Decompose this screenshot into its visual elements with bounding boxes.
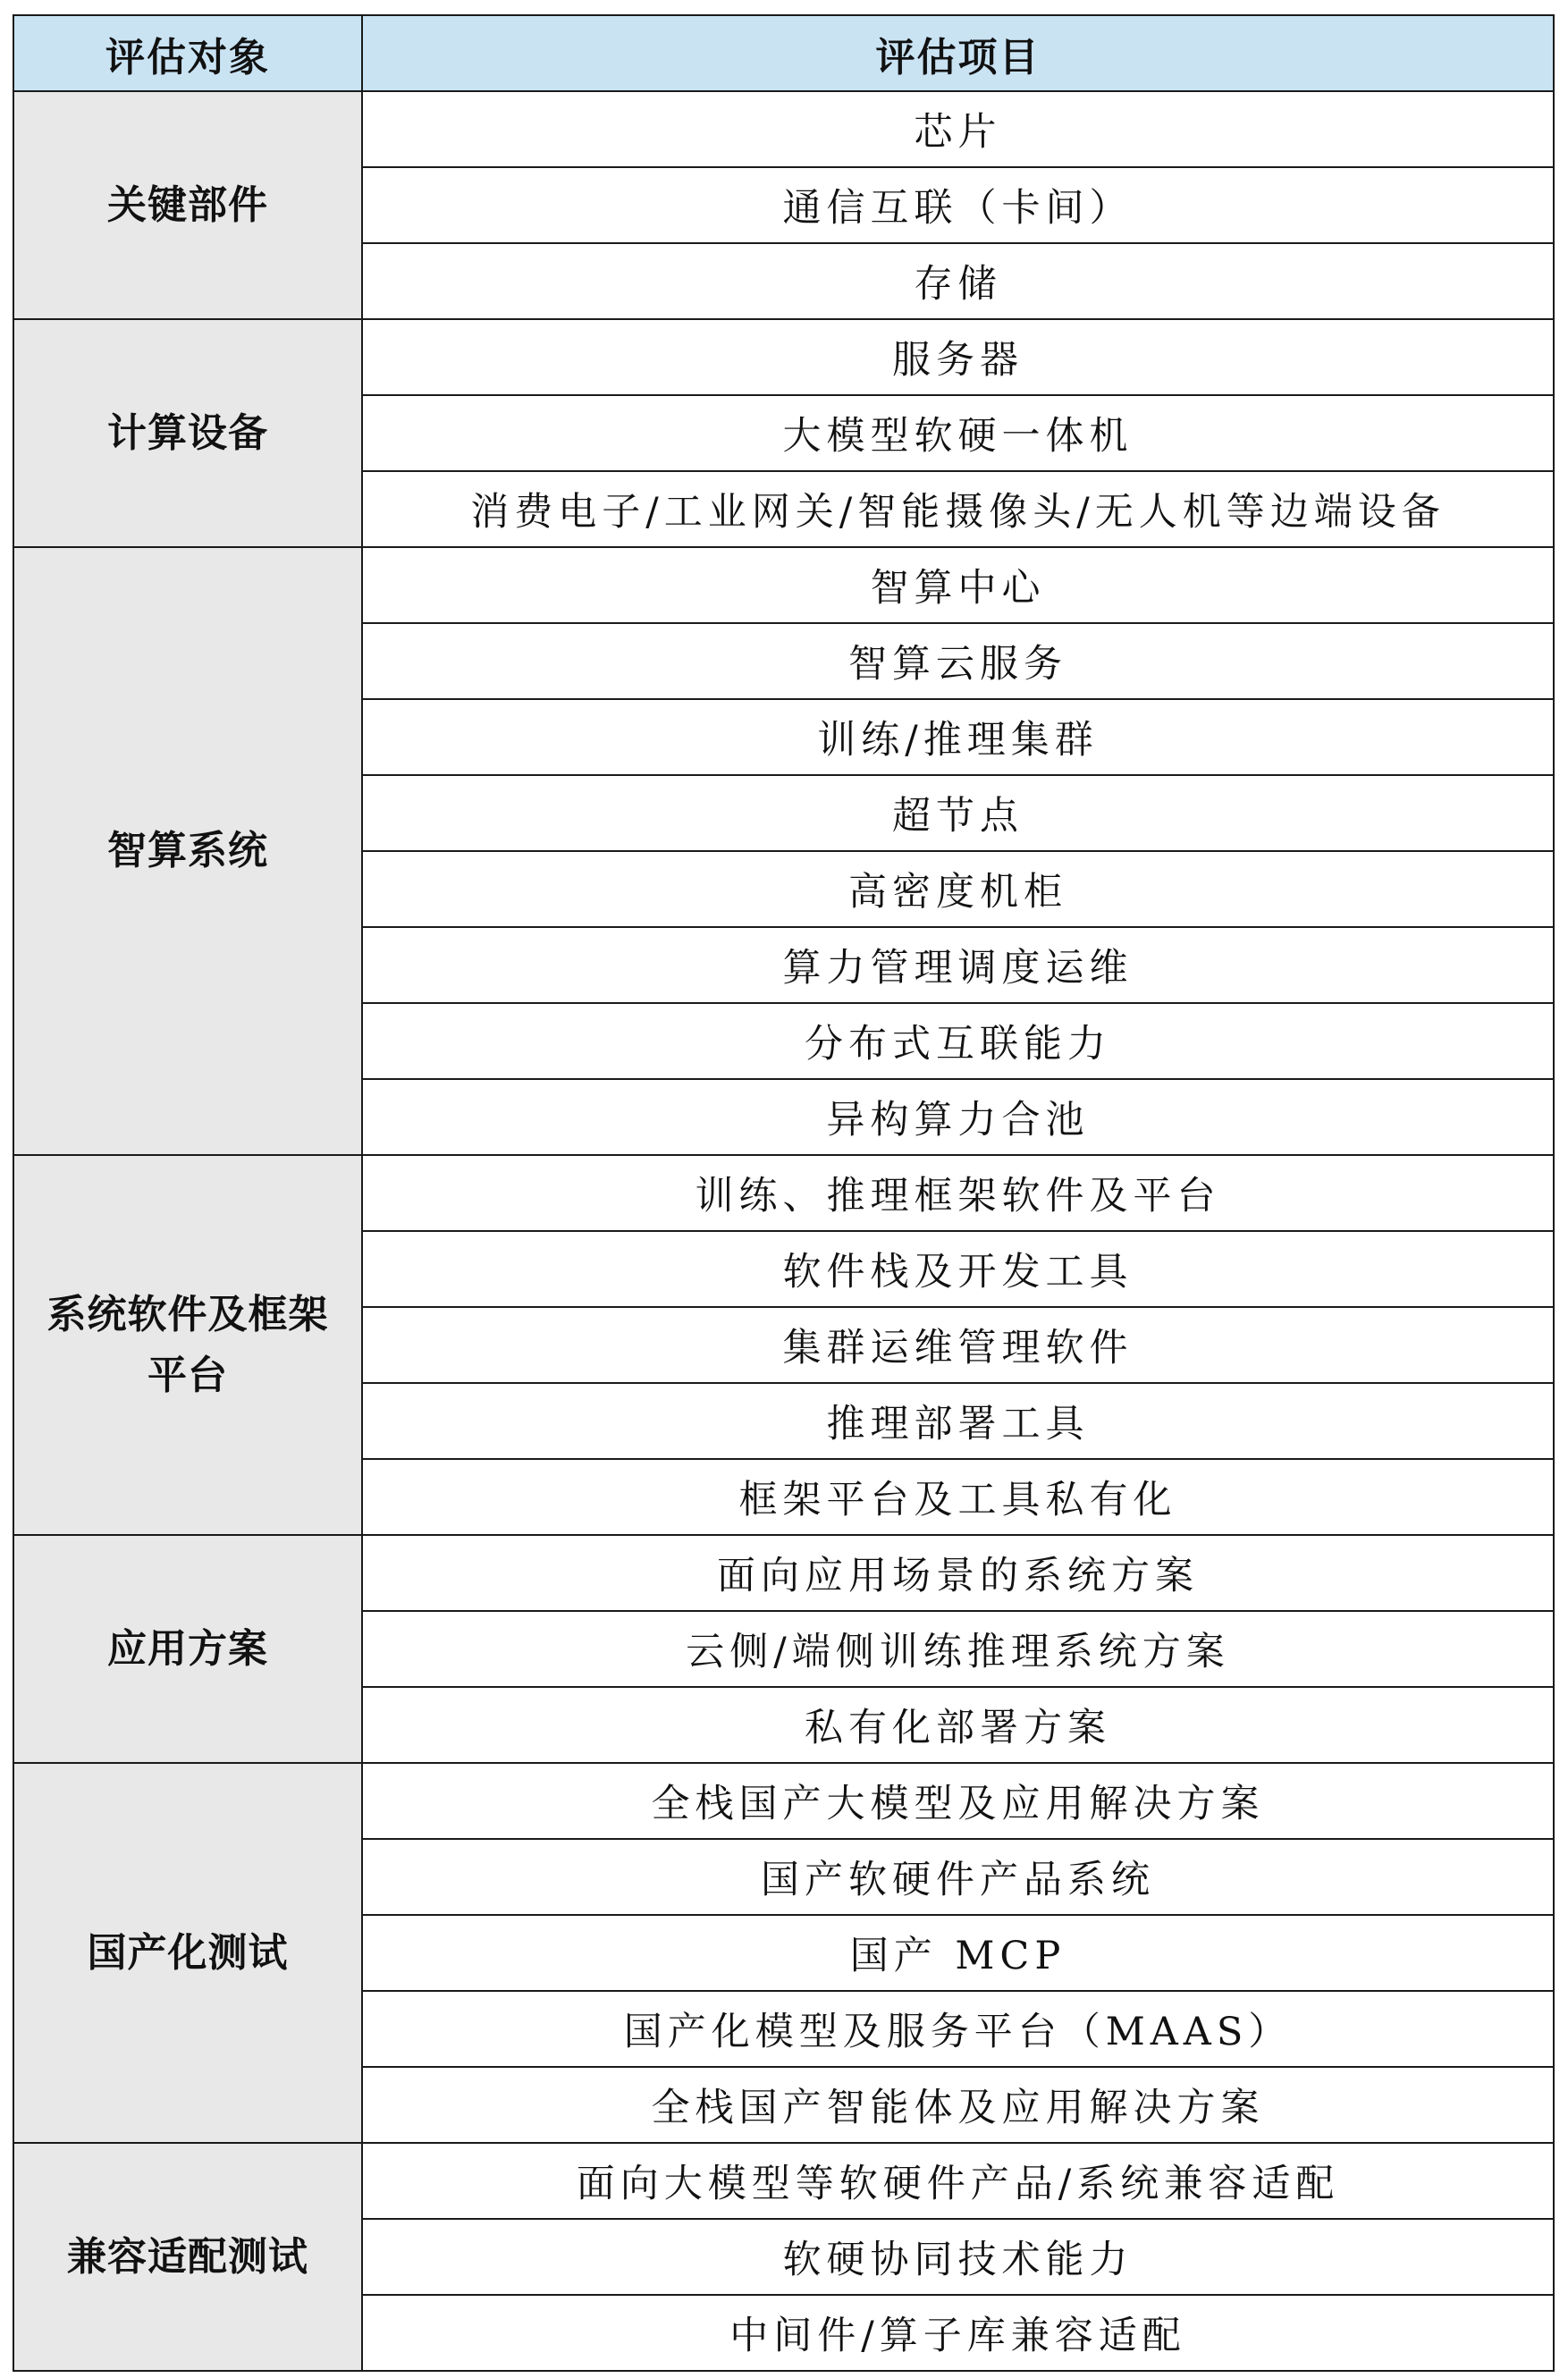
evaluation-item-cell: 面向大模型等软硬件产品/系统兼容适配	[362, 2143, 1554, 2219]
table-row	[13, 2143, 1554, 2219]
evaluation-item-cell: 集群运维管理软件	[362, 1307, 1554, 1383]
evaluation-item-cell: 全栈国产大模型及应用解决方案	[362, 1763, 1554, 1839]
evaluation-item-cell: 国产 MCP	[362, 1915, 1554, 1991]
evaluation-item-cell: 服务器	[362, 319, 1554, 395]
evaluation-item-cell: 分布式互联能力	[362, 1003, 1554, 1079]
evaluation-item-cell: 私有化部署方案	[362, 1687, 1554, 1763]
category-cell: 系统软件及框架平台	[13, 1155, 362, 1535]
evaluation-item-cell: 训练、推理框架软件及平台	[362, 1155, 1554, 1231]
table-row	[13, 1535, 1554, 1611]
category-cell: 兼容适配测试	[13, 2143, 362, 2371]
evaluation-item-cell: 训练/推理集群	[362, 699, 1554, 775]
evaluation-item-cell: 消费电子/工业网关/智能摄像头/无人机等边端设备	[362, 471, 1554, 547]
table-row	[13, 547, 1554, 623]
category-cell: 计算设备	[13, 319, 362, 547]
table-body	[13, 91, 1554, 2371]
evaluation-item-cell: 国产化模型及服务平台（MAAS）	[362, 1991, 1554, 2067]
evaluation-item-cell: 智算云服务	[362, 623, 1554, 699]
evaluation-item-cell: 国产软硬件产品系统	[362, 1839, 1554, 1915]
evaluation-item-cell: 存储	[362, 243, 1554, 319]
category-cell: 应用方案	[13, 1535, 362, 1763]
evaluation-item-cell: 高密度机柜	[362, 851, 1554, 927]
evaluation-item-cell: 全栈国产智能体及应用解决方案	[362, 2067, 1554, 2143]
evaluation-item-cell: 智算中心	[362, 547, 1554, 623]
table-row	[13, 1155, 1554, 1231]
table-row	[13, 319, 1554, 395]
evaluation-item-cell: 云侧/端侧训练推理系统方案	[362, 1611, 1554, 1687]
category-cell: 关键部件	[13, 91, 362, 319]
evaluation-item-cell: 超节点	[362, 775, 1554, 851]
header-evaluation-object: 评估对象	[13, 15, 362, 91]
header-row	[13, 15, 1554, 91]
header-evaluation-item: 评估项目	[362, 15, 1554, 91]
evaluation-item-cell: 大模型软硬一体机	[362, 395, 1554, 471]
table-row	[13, 91, 1554, 167]
evaluation-table	[13, 14, 1555, 2372]
evaluation-item-cell: 通信互联（卡间）	[362, 167, 1554, 243]
evaluation-item-cell: 异构算力合池	[362, 1079, 1554, 1155]
table-header	[13, 15, 1554, 91]
evaluation-item-cell: 推理部署工具	[362, 1383, 1554, 1459]
evaluation-item-cell: 中间件/算子库兼容适配	[362, 2295, 1554, 2371]
evaluation-item-cell: 框架平台及工具私有化	[362, 1459, 1554, 1535]
evaluation-item-cell: 芯片	[362, 91, 1554, 167]
evaluation-item-cell: 软硬协同技术能力	[362, 2219, 1554, 2295]
evaluation-item-cell: 面向应用场景的系统方案	[362, 1535, 1554, 1611]
evaluation-item-cell: 软件栈及开发工具	[362, 1231, 1554, 1307]
table-row	[13, 1763, 1554, 1839]
category-cell: 智算系统	[13, 547, 362, 1155]
evaluation-item-cell: 算力管理调度运维	[362, 927, 1554, 1003]
category-cell: 国产化测试	[13, 1763, 362, 2143]
